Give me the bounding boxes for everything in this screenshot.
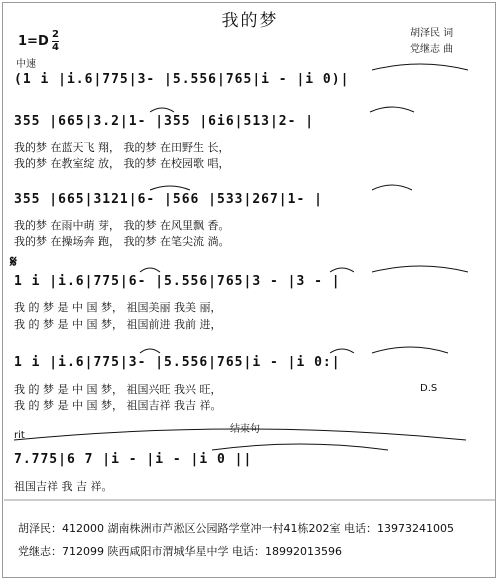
lyric-line-3b: 我的梦 在操场奔 跑， 我的梦 在笔尖流 淌。 [14, 235, 230, 248]
slur-line-5a [140, 349, 160, 353]
coda-bracket [14, 429, 466, 440]
time-signature-top: 2 [52, 29, 59, 40]
notation-line-6: 7.775|6 7 |i - |i - |i 0 || [14, 452, 253, 467]
coda-label: 结束句 [230, 424, 260, 435]
notation-line-3: 355 |665|3121|6- |566 |533|267|1- | [14, 192, 323, 207]
lyricist-credit: 胡泽民 词 [410, 28, 454, 39]
slur-line-2a [150, 108, 174, 112]
slur-line-4a [140, 268, 160, 272]
lyric-line-4a: 我 的 梦 是 中 国 梦， 祖国美丽 我美 丽， [14, 301, 222, 314]
tempo-marking: 中速 [16, 59, 36, 70]
segno-sign: 𝄋 [10, 252, 17, 271]
lyric-line-2a: 我的梦 在蓝天飞 翔， 我的梦 在田野生 长， [14, 141, 230, 154]
lyric-line-5a: 我 的 梦 是 中 国 梦， 祖国兴旺 我兴 旺， [14, 383, 222, 396]
dal-segno-mark: D.S [420, 383, 438, 394]
tie-line-6 [212, 444, 388, 450]
notation-line-1: (1 i |i.6|775|3- |5.556|765|i - |i 0)| [14, 72, 350, 87]
tie-line-5 [372, 347, 448, 353]
slur-line-3b [372, 185, 412, 190]
tie-line-4 [372, 266, 468, 272]
slur-line-5b [330, 349, 354, 353]
tie-line-1 [372, 64, 468, 70]
notation-line-2: 355 |665|3.2|1- |355 |6i6|513|2- | [14, 114, 315, 129]
slur-line-3a [150, 186, 190, 190]
slur-line-4b [330, 268, 354, 272]
key-signature: 1=D [18, 34, 49, 49]
slur-line-2b [370, 107, 414, 112]
notation-line-4: 1 i |i.6|775|6- |5.556|765|3 - |3 - | [14, 274, 341, 289]
contact-lyricist: 胡泽民：412000 湖南株洲市芦淞区公园路学堂冲一村41栋202室 电话：13973241005 [18, 522, 454, 535]
ritardando-mark: rit [14, 430, 25, 441]
lyric-line-6a: 祖国吉祥 我 吉 祥。 [14, 480, 113, 493]
lyric-line-5b: 我 的 梦 是 中 国 梦， 祖国吉祥 我吉 祥。 [14, 399, 222, 412]
lyric-line-4b: 我 的 梦 是 中 国 梦， 祖国前进 我前 进， [14, 318, 222, 331]
notation-line-5: 1 i |i.6|775|3- |5.556|765|i - |i 0:| [14, 355, 341, 370]
lyric-line-3a: 我的梦 在雨中萌 芽， 我的梦 在风里飘 香。 [14, 219, 230, 232]
song-title: 我的梦 [221, 11, 279, 31]
time-signature-bottom: 4 [52, 42, 59, 53]
lyric-line-2b: 我的梦 在教室绽 放， 我的梦 在校园歌 唱， [14, 157, 230, 170]
composer-credit: 党继志 曲 [410, 44, 454, 55]
contact-composer: 党继志：712099 陕西咸阳市渭城华星中学 电话：18992013596 [18, 545, 342, 558]
